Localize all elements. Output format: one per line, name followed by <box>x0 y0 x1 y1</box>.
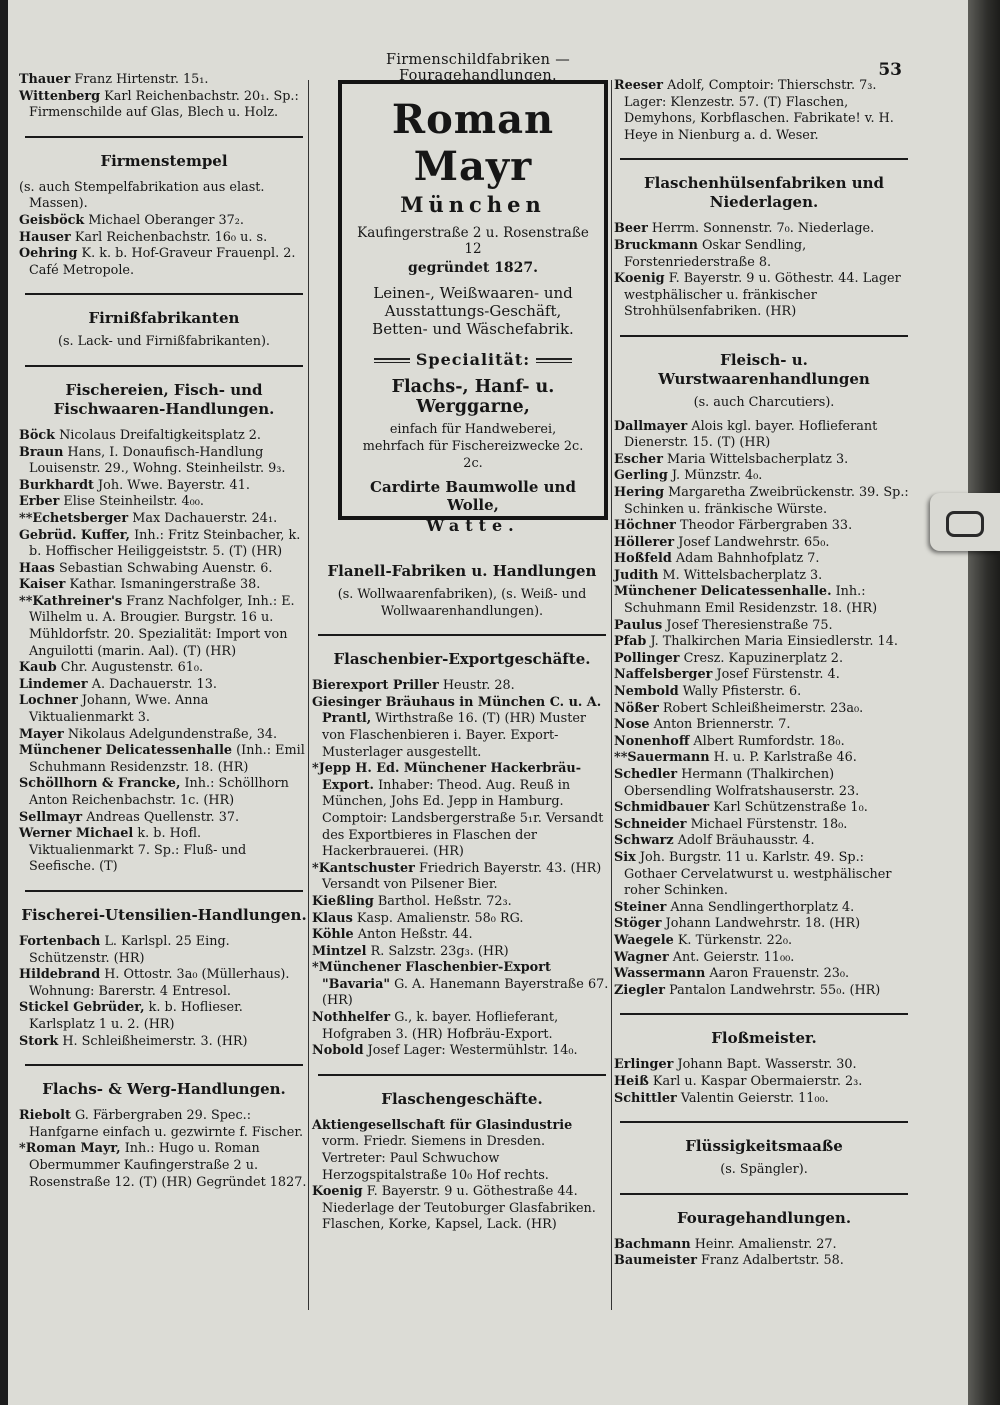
entry-name: Nößer <box>614 700 659 716</box>
entry-details: Wally Pfisterstr. 6. <box>682 684 802 700</box>
section-crossref: (s. Lack- und Firnißfabrikanten). <box>57 334 271 350</box>
directory-entry <box>19 72 309 89</box>
directory-entry <box>19 594 309 660</box>
entry-name: Judith <box>614 567 659 583</box>
entry-details: F. Bayerstr. 9 u. Göthestraße 44. Niederlage der Teutoburger Glasfabriken. Flaschen, Korke, Kapsel, Lack. (HR) <box>322 1184 596 1233</box>
directory-entry <box>19 89 309 122</box>
entry-name: Wittenberg <box>19 88 101 104</box>
entry-details: G., k. bayer. Hoflieferant, Hofgraben 3. (HR) Hofbräu-Export. <box>322 1010 559 1042</box>
ad-specialty <box>352 350 594 369</box>
directory-entry <box>19 727 309 744</box>
entry-name: Kaiser <box>19 577 66 593</box>
entry-name: Nobold <box>312 1043 364 1059</box>
directory-entry <box>614 1253 914 1270</box>
directory-entry <box>19 230 309 247</box>
entry-name: Six <box>614 849 636 865</box>
directory-entry <box>614 750 914 767</box>
section-heading: Flachs- & Werg-Handlungen. <box>42 1080 286 1099</box>
directory-entry <box>19 246 309 279</box>
entry-name: Heiß <box>614 1073 649 1089</box>
ornament-rule <box>536 358 572 363</box>
entry-details: Joh. Wwe. Bayerstr. 41. <box>98 477 250 493</box>
entry-name: Sellmayr <box>19 809 83 825</box>
directory-entry <box>19 826 309 876</box>
entry-name: Lochner <box>19 693 78 709</box>
directory-entry <box>614 1074 914 1091</box>
entry-details: R. Salzstr. 23g₃. (HR) <box>370 943 509 959</box>
entry-name: Nembold <box>614 684 679 700</box>
directory-entry <box>312 1118 612 1184</box>
register-tab <box>930 493 1000 551</box>
entry-name: *Roman Mayr, <box>19 1141 121 1157</box>
directory-entry <box>614 767 914 800</box>
directory-entry <box>614 271 914 321</box>
entry-name: Bachmann <box>614 1236 691 1252</box>
directory-entry <box>614 950 914 967</box>
entry-name: Stork <box>19 1033 59 1049</box>
entry-details: Josef Fürstenstr. 4. <box>716 667 840 683</box>
entry-details: Hermann (Thalkirchen) Obersendling Wolfratshauserstr. 23. <box>624 767 860 799</box>
entry-details: Josef Lager: Westermühlstr. 14₀. <box>367 1043 578 1059</box>
directory-entry <box>19 743 309 776</box>
entry-name: Gerling <box>614 468 668 484</box>
entry-name: Reeser <box>614 78 664 93</box>
entry-name: Lindemer <box>19 676 88 692</box>
entry-details: A. Dachauerstr. 13. <box>91 676 217 692</box>
entry-name: **Sauermann <box>614 750 710 766</box>
directory-entry <box>614 734 914 751</box>
entry-details: Oskar Sendling, Forstenriederstraße 8. <box>624 237 807 270</box>
entry-name: Münchener Delicatessenhalle. <box>614 584 832 600</box>
entry-name: Wagner <box>614 949 669 965</box>
directory-entry <box>19 776 309 809</box>
entry-name: Paulus <box>614 617 663 633</box>
entry-name: Mintzel <box>312 943 367 959</box>
entry-details: Anna Sendlingerthorplatz 4. <box>670 899 855 915</box>
entry-details: k. b. Hoflieser. Karlsplatz 1 u. 2. (HR) <box>29 1000 243 1032</box>
directory-entry <box>312 1010 612 1043</box>
directory-entry <box>614 551 914 568</box>
section-rule <box>620 335 908 337</box>
directory-entry <box>312 695 612 761</box>
roman-mayr-advertisement <box>338 80 608 535</box>
entry-details: (s. auch Stempelfabrikation aus elast. Massen). <box>19 179 265 212</box>
ornament-rule <box>374 358 410 363</box>
section-crossref: (s. Spängler). <box>720 1162 808 1178</box>
directory-entry <box>614 717 914 734</box>
directory-entry <box>312 1184 612 1234</box>
section-rule <box>318 634 606 636</box>
directory-entry <box>19 1108 309 1141</box>
ad-product-wadding: Watte. <box>426 516 520 535</box>
entry-details: Karl u. Kaspar Obermaierstr. 2₃. <box>652 1073 863 1089</box>
entry-details: L. Karlspl. 25 Eing. Schützenstr. (HR) <box>29 933 230 966</box>
section-rule <box>620 1193 908 1195</box>
entry-details: M. Wittelsbacherplatz 3. <box>662 567 823 583</box>
entry-details: Josef Landwehrstr. 65₀. <box>678 534 830 550</box>
section-heading: Flanell-Fabriken u. Handlungen <box>327 562 597 580</box>
entry-details: Johann, Wwe. Anna Viktualienmarkt 3. <box>29 693 209 726</box>
directory-entry <box>19 478 309 495</box>
entry-details: Adam Bahnhofplatz 7. <box>675 551 820 567</box>
entry-details: Heinr. Amalienstr. 27. <box>694 1236 837 1252</box>
directory-entry <box>19 677 309 694</box>
entry-name: Dallmayer <box>614 418 688 434</box>
entry-name: Oehring <box>19 246 78 262</box>
ad-product-cotton: Cardirte Baumwolle und Wolle, <box>370 478 576 514</box>
directory-entry <box>614 800 914 817</box>
ad-use-line: mehrfach für Fischereizwecke 2c. 2c. <box>362 439 584 471</box>
entry-details: Albert Rumfordstr. 18₀. <box>693 733 845 749</box>
entry-details: Karl Reichenbachstr. 16₀ u. s. <box>74 229 268 245</box>
entry-name: Aktiengesellschaft für Glasindustrie <box>312 1117 573 1133</box>
entry-details: Michael Oberanger 37₂. <box>88 212 245 228</box>
entry-details: K. Türkenstr. 22₀. <box>677 932 793 948</box>
directory-entry <box>614 933 914 950</box>
section-rule <box>25 890 303 892</box>
entry-name: *Kantschuster <box>312 860 415 876</box>
directory-entry <box>19 528 309 561</box>
entry-name: Erber <box>19 494 60 510</box>
section-heading: Floßmeister. <box>711 1029 817 1048</box>
directory-entry <box>614 701 914 718</box>
column-right <box>614 78 914 1270</box>
directory-entry <box>614 983 914 1000</box>
directory-entry <box>614 468 914 485</box>
entry-name: Schittler <box>614 1090 677 1106</box>
directory-entry <box>614 518 914 535</box>
column-left <box>19 72 309 1191</box>
entry-details: F. Bayerstr. 9 u. Göthestr. 44. Lager westphälischer u. fränkischer Strohhülsenfabriken. (HR) <box>624 271 901 320</box>
entry-details: Franz Hirtenstr. 15₁. <box>74 72 209 87</box>
directory-entry <box>19 693 309 726</box>
directory-entry <box>614 584 914 617</box>
directory-entry <box>19 1000 309 1033</box>
entry-name: Waegele <box>614 932 674 948</box>
section-heading: Fischerei-Utensilien-Handlungen. <box>21 905 307 924</box>
entry-name: Koenig <box>614 271 665 287</box>
entry-name: Stickel Gebrüder, <box>19 1000 145 1016</box>
entry-details: Wirthstraße 16. (T) (HR) Muster von Flaschenbieren i. Bayer. Export-Musterlager ausgestellt. <box>322 711 587 760</box>
entry-details: Anton Heßstr. 44. <box>357 927 473 943</box>
ad-business-line: Ausstattungs-Geschäft, <box>384 302 562 320</box>
entry-name: Hoßfeld <box>614 551 672 567</box>
entry-details: Robert Schleißheimerstr. 23a₀. <box>662 700 864 716</box>
directory-entry <box>312 678 612 695</box>
entry-details: Cresz. Kapuzinerplatz 2. <box>683 650 844 666</box>
entry-name: Pfab <box>614 634 647 650</box>
entry-details: k. b. Hofl. Viktualienmarkt 7. Sp.: Fluß- und Seefische. (T) <box>29 826 247 875</box>
column-middle <box>312 548 612 1234</box>
entry-details: Margaretha Zweibrückenstr. 39. Sp.: Schinken u. fränkische Würste. <box>624 484 909 517</box>
entry-name: Böck <box>19 427 56 443</box>
directory-entry <box>19 934 309 967</box>
directory-entry <box>19 967 309 1000</box>
entry-name: Baumeister <box>614 1253 697 1269</box>
entry-details: J. Thalkirchen Maria Einsiedlerstr. 14. <box>650 634 898 650</box>
entry-name: Mayer <box>19 726 64 742</box>
directory-page <box>8 0 968 1405</box>
entry-details: Adolf Bräuhausstr. 4. <box>677 833 815 849</box>
entry-details: G. Färbergraben 29. Spec.: Hanfgarne einfach u. gezwirnte f. Fischer. <box>29 1108 304 1140</box>
entry-name: Werner Michael <box>19 826 134 842</box>
entry-details: Max Dachauerstr. 24₁. <box>132 510 278 526</box>
entry-details: Valentin Geierstr. 11₀₀. <box>680 1090 829 1106</box>
entry-name: Schwarz <box>614 833 674 849</box>
entry-name: *Münchener Flaschenbier-Export "Bavaria" <box>312 960 551 992</box>
section-heading: Flüssigkeitsmaaße <box>685 1137 843 1156</box>
entry-details: Friedrich Bayerstr. 43. (HR) Versandt von Pilsener Bier. <box>322 860 602 893</box>
directory-entry <box>312 761 612 861</box>
directory-entry <box>19 561 309 578</box>
directory-entry <box>614 833 914 850</box>
ad-city: München <box>400 192 546 217</box>
entry-details: K. k. b. Hof-Graveur Frauenpl. 2. Café Metropole. <box>29 246 296 278</box>
directory-entry <box>614 651 914 668</box>
section-crossref: (s. Wollwaarenfabriken), (s. Weiß- und Wollwaarenhandlungen). <box>337 587 587 619</box>
section-heading: Flaschenbier-Exportgeschäfte. <box>333 650 591 669</box>
section-rule <box>25 365 303 367</box>
entry-name: Burkhardt <box>19 477 94 493</box>
running-header: Firmenschildfabriken — Fouragehandlungen. <box>385 52 571 84</box>
entry-name: Steiner <box>614 899 667 915</box>
ad-product: Flachs-, Hanf- u. Werggarne, <box>391 377 555 417</box>
ad-business-line: Betten- und Wäschefabrik. <box>372 320 574 338</box>
entry-details: Theodor Färbergraben 33. <box>680 518 853 534</box>
tab-hole <box>946 511 984 537</box>
directory-entry <box>614 1091 914 1108</box>
ad-uses <box>352 421 594 472</box>
directory-entry <box>614 78 914 144</box>
directory-entry <box>312 927 612 944</box>
directory-entry <box>614 452 914 469</box>
entry-details: Inh.: Fritz Steinbacher, k. b. Hoffischer Heiliggeiststr. 5. (T) (HR) <box>29 527 301 560</box>
entry-details: Inhaber: Theod. Aug. Reuß in München, Johs Ed. Jepp in Hamburg. Comptoir: Landsbergerstraße 5₁r. Versandt des Exportbieres in Flaschen der Hackerbrauerei. (HR) <box>322 777 604 860</box>
ad-business <box>352 284 594 338</box>
directory-entry <box>614 966 914 983</box>
entry-details: Inh.: Hugo u. Roman Obermummer Kaufingerstraße 2 u. Rosenstraße 12. (T) (HR) Gegründet 1827. <box>29 1141 307 1190</box>
entry-details: Elise Steinheilstr. 4₀₀. <box>63 494 204 510</box>
directory-entry <box>19 660 309 677</box>
entry-details: vorm. Friedr. Siemens in Dresden. Vertreter: Paul Schwuchow Herzogspitalstraße 10₀ Hof rechts. <box>322 1134 549 1183</box>
directory-entry <box>614 634 914 651</box>
entry-name: Nonenhoff <box>614 733 690 749</box>
entry-details: Chr. Augustenstr. 61₀. <box>60 660 204 676</box>
entry-name: Beer <box>614 221 648 237</box>
entry-name: Bierexport Priller <box>312 678 439 694</box>
entry-details: Sebastian Schwabing Auenstr. 6. <box>58 560 273 576</box>
directory-entry <box>19 1141 309 1191</box>
entry-name: *Jepp H. Ed. Münchener Hackerbräu-Export. <box>312 761 582 793</box>
entry-details: Johann Landwehrstr. 18. (HR) <box>665 916 861 932</box>
entry-name: Koenig <box>312 1184 363 1200</box>
entry-details: Karl Schützenstraße 1₀. <box>713 800 868 816</box>
directory-entry <box>312 944 612 961</box>
entry-name: Fortenbach <box>19 933 101 949</box>
entry-details: H. u. P. Karlstraße 46. <box>713 750 857 766</box>
directory-entry <box>19 494 309 511</box>
section-crossref: (s. auch Charcutiers). <box>693 394 835 410</box>
ad-company-name: Roman Mayr <box>391 96 555 190</box>
entry-details: Kathar. Ismaningerstraße 38. <box>69 577 261 593</box>
section-heading: Flaschengeschäfte. <box>381 1089 543 1108</box>
section-rule <box>620 1121 908 1123</box>
directory-entry <box>312 1043 612 1060</box>
book-edge <box>968 0 1000 1405</box>
directory-entry <box>312 894 612 911</box>
directory-entry <box>614 221 914 238</box>
section-heading: Firmenstempel <box>100 151 228 170</box>
entry-details: H. Ottostr. 3a₀ (Müllerhaus). Wohnung: Barerstr. 4 Entresol. <box>29 967 290 999</box>
entry-details: Alois kgl. bayer. Hoflieferant Dienerstr. 15. (T) (HR) <box>624 418 878 451</box>
entry-details: Adolf, Comptoir: Thierschstr. 7₃. Lager: Klenzestr. 57. (T) Flaschen, Demyhons, Korbflaschen. Fabrikate! v. H. Heye in Nienburg a. d. Weser. <box>624 78 894 143</box>
entry-details: Michael Fürstenstr. 18₀. <box>690 816 848 832</box>
entry-name: Münchener Delicatessenhalle <box>19 743 233 759</box>
entry-name: Naffelsberger <box>614 667 713 683</box>
directory-entry <box>614 684 914 701</box>
directory-entry <box>19 577 309 594</box>
entry-name: Thauer <box>19 72 71 87</box>
directory-entry <box>19 445 309 478</box>
directory-entry <box>614 667 914 684</box>
entry-details: Aaron Frauenstr. 23₀. <box>709 966 850 982</box>
entry-name: Höllerer <box>614 534 675 550</box>
entry-name: Schöllhorn & Francke, <box>19 776 181 792</box>
entry-details: Anton Briennerstr. 7. <box>653 717 791 733</box>
ad-use-line: einfach für Handweberei, <box>389 422 557 437</box>
entry-name: Escher <box>614 451 663 467</box>
entry-name: Riebolt <box>19 1108 71 1124</box>
entry-name: Kießling <box>312 893 374 909</box>
entry-name: Gebrüd. Kuffer, <box>19 527 130 543</box>
entry-details: Franz Nachfolger, Inh.: E. Wilhelm u. A. Brougier. Burgstr. 16 u. Mühldorfstr. 20. Spezialität: Import von Anguilotti (marin. Aal). (T) (HR) <box>29 593 295 659</box>
entry-details: Herrm. Sonnenstr. 7₀. Niederlage. <box>651 221 875 237</box>
directory-entry <box>614 419 914 452</box>
entry-name: Erlinger <box>614 1057 674 1073</box>
entry-name: Nothhelfer <box>312 1010 391 1026</box>
section-rule <box>25 136 303 138</box>
entry-name: **Echetsberger <box>19 510 129 526</box>
entry-name: Haas <box>19 560 55 576</box>
entry-details: H. Schleißheimerstr. 3. (HR) <box>62 1033 248 1049</box>
entry-details: Heustr. 28. <box>442 678 515 694</box>
entry-details: Johann Bapt. Wasserstr. 30. <box>677 1057 857 1073</box>
entry-name: Nose <box>614 717 650 733</box>
entry-details: Hans, I. Donaufisch-Handlung Louisenstr. 29., Wohng. Steinheilstr. 9₃. <box>29 444 286 477</box>
directory-entry <box>614 850 914 900</box>
entry-details: Kasp. Amalienstr. 58₀ RG. <box>356 910 524 926</box>
directory-entry <box>19 213 309 230</box>
section-heading: Flaschenhülsenfabriken und Niederlagen. <box>643 174 885 212</box>
entry-name: Schedler <box>614 767 678 782</box>
directory-entry <box>19 810 309 827</box>
entry-name: Stöger <box>614 916 662 932</box>
entry-name: Geisböck <box>19 212 85 228</box>
entry-name: Braun <box>19 444 64 460</box>
directory-entry <box>614 900 914 917</box>
entry-details: Josef Theresienstraße 75. <box>666 617 833 633</box>
directory-entry <box>614 618 914 635</box>
entry-name: Hildebrand <box>19 967 101 983</box>
directory-entry <box>312 861 612 894</box>
entry-details: Nicolaus Dreifaltigkeitsplatz 2. <box>59 427 261 443</box>
directory-entry <box>19 1034 309 1051</box>
directory-entry <box>614 1057 914 1074</box>
section-heading: Fleisch- u. Wurstwaarenhandlungen <box>658 350 870 388</box>
entry-details: Inh.: Schuhmann Emil Residenzstr. 18. (HR) <box>624 584 878 617</box>
directory-entry <box>614 916 914 933</box>
section-rule <box>318 1074 606 1076</box>
entry-details: G. A. Hanemann Bayerstraße 67. (HR) <box>322 976 609 1009</box>
section-rule <box>620 158 908 160</box>
entry-name: Schmidbauer <box>614 800 710 816</box>
entry-details: Barthol. Heßstr. 72₃. <box>377 893 512 909</box>
entry-name: Kaub <box>19 660 57 676</box>
entry-details: Joh. Burgstr. 11 u. Karlstr. 49. Sp.: Gothaer Cervelatwurst u. westphälischer roher Schinken. <box>624 849 892 899</box>
section-rule <box>25 293 303 295</box>
section-heading: Firnißfabrikanten <box>88 309 240 328</box>
directory-entry <box>614 1237 914 1254</box>
entry-name: Hering <box>614 484 665 500</box>
entry-name: Höchner <box>614 518 676 534</box>
entry-name: Ziegler <box>614 982 666 998</box>
ad-specialty-label: Specialität: <box>415 350 531 369</box>
directory-entry <box>614 238 914 271</box>
entry-details: Nikolaus Adelgundenstraße, 34. <box>67 726 278 742</box>
directory-entry <box>312 911 612 928</box>
ad-founded: gegründet 1827. <box>407 260 539 276</box>
ad-address: Kaufingerstraße 2 u. Rosenstraße 12 <box>357 225 589 257</box>
section-rule <box>620 1013 908 1015</box>
entry-details: Inh.: Schöllhorn Anton Reichenbachstr. 1c. (HR) <box>29 776 289 808</box>
directory-entry <box>614 535 914 552</box>
entry-details: J. Münzstr. 4₀. <box>671 468 763 484</box>
ad-business-line: Leinen-, Weißwaaren- und <box>373 284 573 302</box>
entry-details: Karl Reichenbachstr. 20₁. Sp.: Firmenschilde auf Glas, Blech u. Holz. <box>29 88 299 121</box>
directory-entry <box>614 485 914 518</box>
section-rule <box>25 1064 303 1066</box>
entry-name: Pollinger <box>614 650 680 666</box>
entry-name: Schneider <box>614 816 687 832</box>
directory-entry <box>19 428 309 445</box>
section-heading: Fischereien, Fisch- und Fischwaaren-Handlungen. <box>53 380 275 418</box>
entry-name: Bruckmann <box>614 237 698 253</box>
entry-name: Wassermann <box>614 966 706 982</box>
entry-name: Hauser <box>19 229 71 245</box>
directory-entry <box>614 568 914 585</box>
entry-name: Giesinger Bräuhaus in München C. u. A. Prantl, <box>312 694 602 727</box>
entry-details: Franz Adalbertstr. 58. <box>701 1253 844 1269</box>
entry-details: Ant. Geierstr. 11₀₀. <box>672 949 795 965</box>
directory-entry <box>19 511 309 528</box>
entry-details: Pantalon Landwehrstr. 55₀. (HR) <box>669 982 881 998</box>
entry-name: Köhle <box>312 927 354 943</box>
directory-entry <box>312 960 612 1010</box>
directory-entry <box>19 180 309 213</box>
entry-name: **Kathreiner's <box>19 593 123 609</box>
page-number: 53 <box>878 60 902 80</box>
entry-details: Andreas Quellenstr. 37. <box>86 809 240 825</box>
directory-entry <box>614 817 914 834</box>
section-heading: Fouragehandlungen. <box>676 1208 852 1227</box>
entry-name: Klaus <box>312 910 353 926</box>
entry-details: Maria Wittelsbacherplatz 3. <box>667 451 849 467</box>
entry-details: (Inh.: Emil Schuhmann Residenzstr. 18. (HR) <box>29 743 305 775</box>
